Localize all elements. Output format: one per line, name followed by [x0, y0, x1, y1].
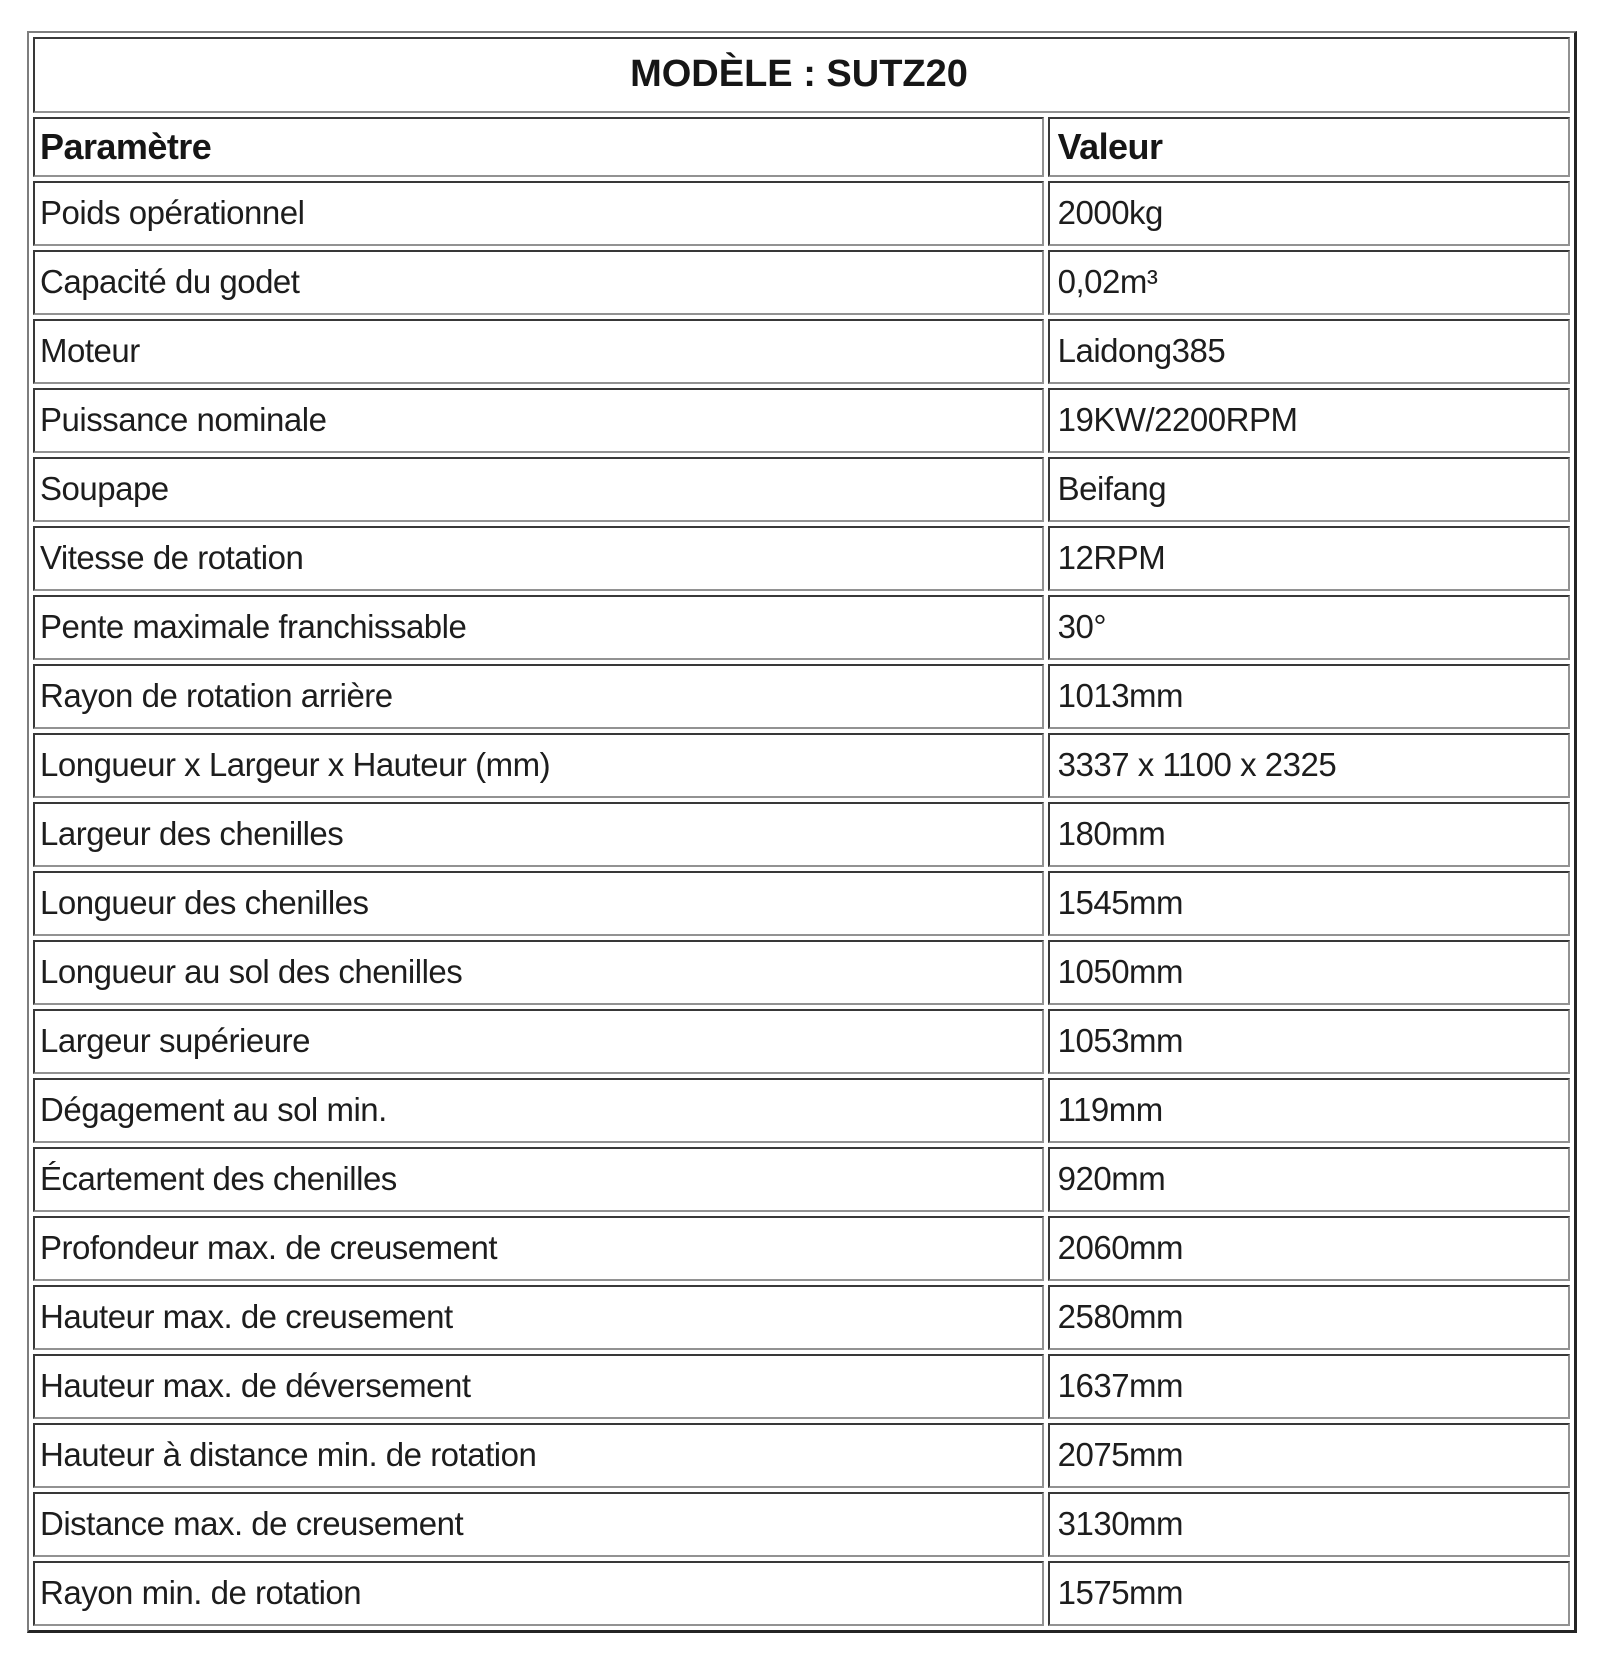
column-header-valeur: Valeur	[1048, 117, 1570, 177]
param-cell: Longueur au sol des chenilles	[33, 940, 1044, 1005]
param-cell: Vitesse de rotation	[33, 526, 1044, 591]
param-cell: Moteur	[33, 319, 1044, 384]
value-cell: 2075mm	[1048, 1423, 1570, 1488]
table-row	[33, 802, 1570, 867]
value-cell: 2060mm	[1048, 1216, 1570, 1281]
table-row	[33, 1078, 1570, 1143]
value-cell: 1053mm	[1048, 1009, 1570, 1074]
table-row	[33, 526, 1570, 591]
table-row	[33, 664, 1570, 729]
value-cell: 1637mm	[1048, 1354, 1570, 1419]
value-cell: Laidong385	[1048, 319, 1570, 384]
table-row	[33, 1009, 1570, 1074]
param-cell: Hauteur max. de déversement	[33, 1354, 1044, 1419]
table-row	[33, 250, 1570, 315]
param-cell: Soupape	[33, 457, 1044, 522]
spec-table	[27, 31, 1577, 1633]
value-cell: 180mm	[1048, 802, 1570, 867]
header-row	[33, 117, 1570, 177]
value-cell: 1575mm	[1048, 1561, 1570, 1626]
spec-table-body	[33, 37, 1570, 1626]
param-cell: Longueur x Largeur x Hauteur (mm)	[33, 733, 1044, 798]
value-cell: 1050mm	[1048, 940, 1570, 1005]
param-cell: Capacité du godet	[33, 250, 1044, 315]
value-cell: 2000kg	[1048, 181, 1570, 246]
table-row	[33, 1354, 1570, 1419]
table-row	[33, 181, 1570, 246]
value-cell: 12RPM	[1048, 526, 1570, 591]
table-row	[33, 733, 1570, 798]
table-row	[33, 1285, 1570, 1350]
table-row	[33, 319, 1570, 384]
value-cell: Beifang	[1048, 457, 1570, 522]
value-cell: 920mm	[1048, 1147, 1570, 1212]
table-row	[33, 1216, 1570, 1281]
param-cell: Poids opérationnel	[33, 181, 1044, 246]
value-cell: 1013mm	[1048, 664, 1570, 729]
table-row	[33, 595, 1570, 660]
table-row	[33, 1492, 1570, 1557]
table-row	[33, 1423, 1570, 1488]
value-cell: 0,02m³	[1048, 250, 1570, 315]
value-cell: 2580mm	[1048, 1285, 1570, 1350]
table-row	[33, 388, 1570, 453]
table-row	[33, 1561, 1570, 1626]
table-row	[33, 871, 1570, 936]
param-cell: Largeur des chenilles	[33, 802, 1044, 867]
value-cell: 3337 x 1100 x 2325	[1048, 733, 1570, 798]
column-header-parametre: Paramètre	[33, 117, 1044, 177]
param-cell: Longueur des chenilles	[33, 871, 1044, 936]
value-cell: 1545mm	[1048, 871, 1570, 936]
param-cell: Profondeur max. de creusement	[33, 1216, 1044, 1281]
param-cell: Hauteur à distance min. de rotation	[33, 1423, 1044, 1488]
value-cell: 30°	[1048, 595, 1570, 660]
param-cell: Rayon de rotation arrière	[33, 664, 1044, 729]
param-cell: Hauteur max. de creusement	[33, 1285, 1044, 1350]
param-cell: Distance max. de creusement	[33, 1492, 1044, 1557]
value-cell: 3130mm	[1048, 1492, 1570, 1557]
param-cell: Écartement des chenilles	[33, 1147, 1044, 1212]
param-cell: Largeur supérieure	[33, 1009, 1044, 1074]
title-row	[33, 37, 1570, 113]
value-cell: 19KW/2200RPM	[1048, 388, 1570, 453]
table-row	[33, 1147, 1570, 1212]
table-row	[33, 457, 1570, 522]
param-cell: Pente maximale franchissable	[33, 595, 1044, 660]
table-row	[33, 940, 1570, 1005]
param-cell: Dégagement au sol min.	[33, 1078, 1044, 1143]
param-cell: Rayon min. de rotation	[33, 1561, 1044, 1626]
value-cell: 119mm	[1048, 1078, 1570, 1143]
table-title: MODÈLE : SUTZ20	[33, 37, 1570, 113]
param-cell: Puissance nominale	[33, 388, 1044, 453]
